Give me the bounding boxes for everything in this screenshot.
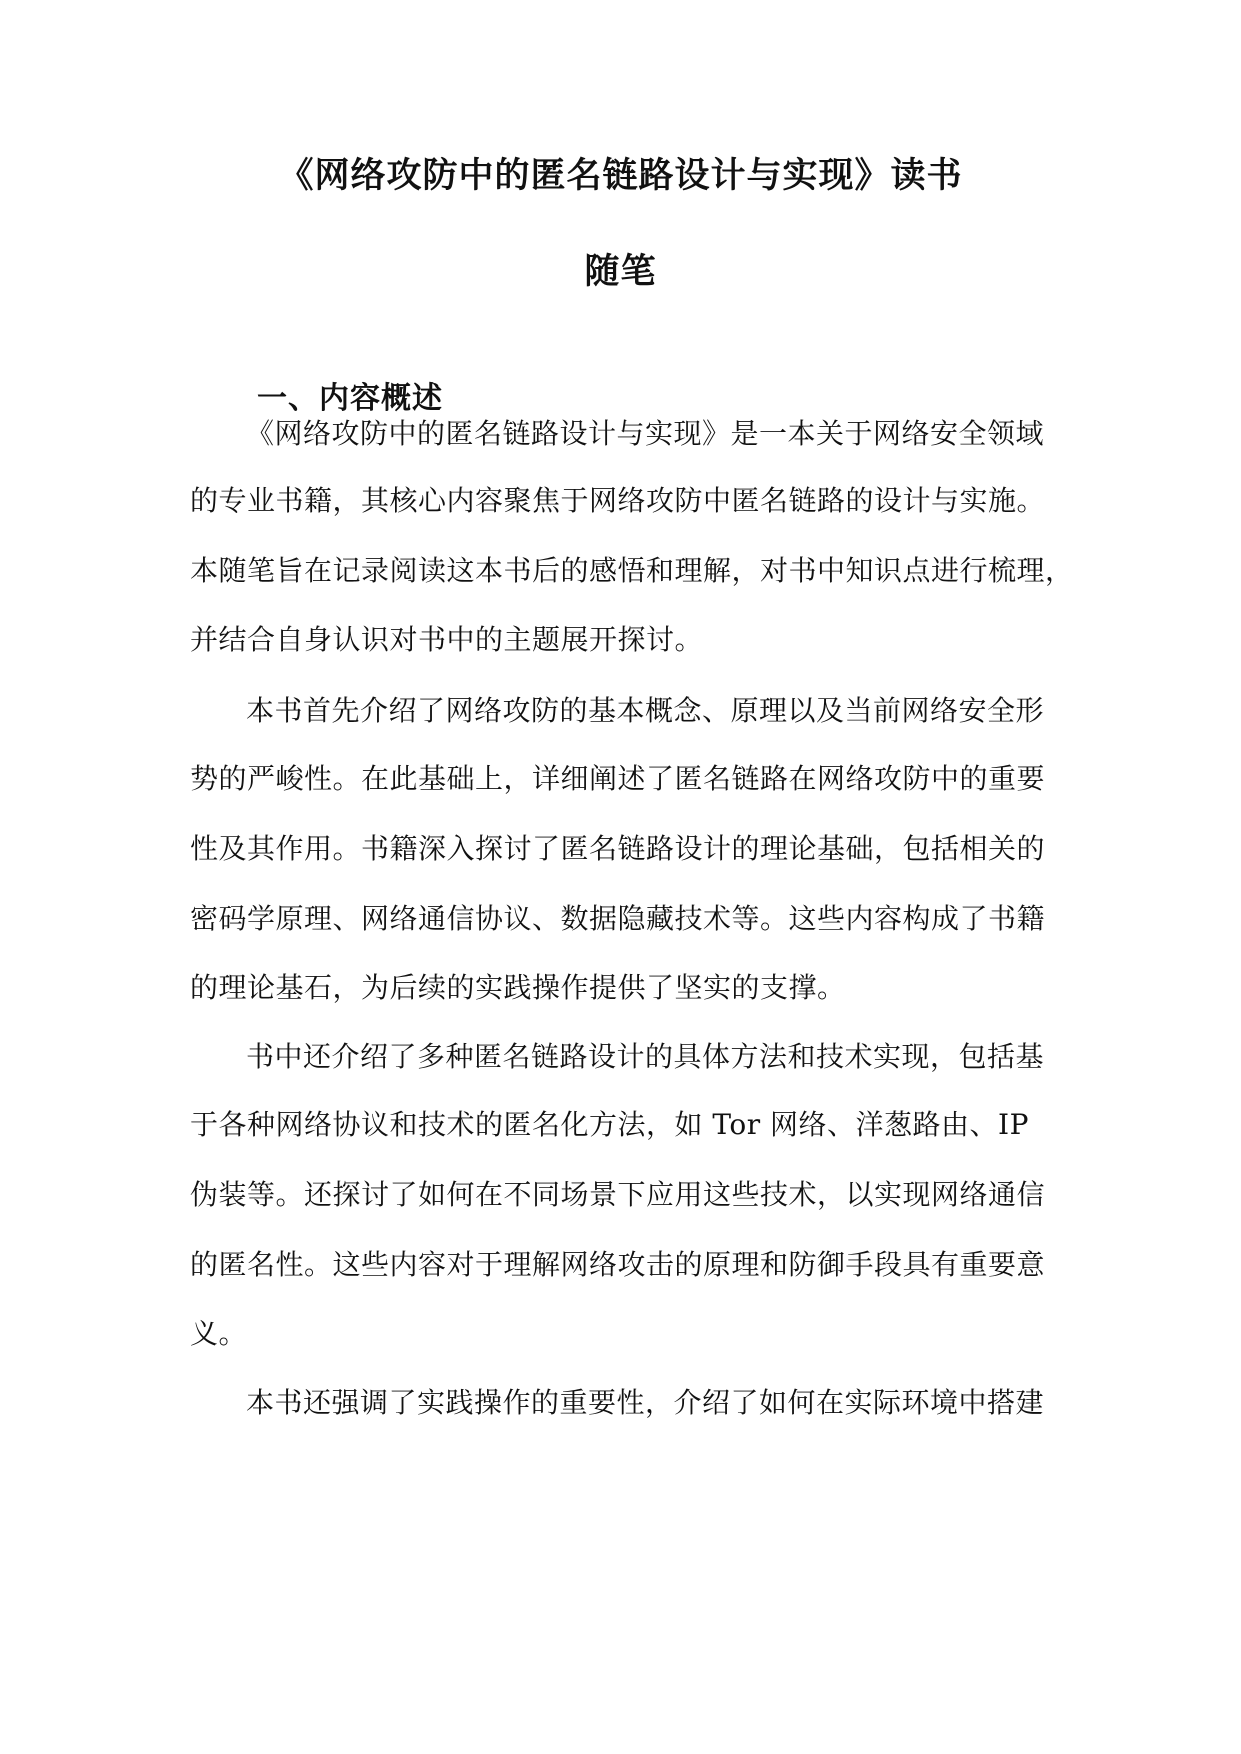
paragraph-line: 本随笔旨在记录阅读这本书后的感悟和理解，对书中知识点进行梳理， <box>190 554 1074 587</box>
paragraph-line: 性及其作用。书籍深入探讨了匿名链路设计的理论基础，包括相关的 <box>190 832 1046 865</box>
paragraph-line: 《网络攻防中的匿名链路设计与实现》是一本关于网络安全领域 <box>246 417 1045 450</box>
document-title-line1: 《网络攻防中的匿名链路设计与实现》读书 <box>278 156 963 196</box>
paragraph-line: 的匿名性。这些内容对于理解网络攻击的原理和防御手段具有重要意 <box>190 1248 1046 1281</box>
document-title-line2: 随笔 <box>584 252 657 292</box>
paragraph-line: 的理论基石，为后续的实践操作提供了坚实的支撑。 <box>190 971 846 1004</box>
section-heading: 一、内容概述 <box>257 381 443 416</box>
paragraph-line: 义。 <box>190 1317 248 1350</box>
paragraph-line: 势的严峻性。在此基础上，详细阐述了匿名链路在网络攻防中的重要 <box>190 762 1046 795</box>
paragraph-line: 伪装等。还探讨了如何在不同场景下应用这些技术，以实现网络通信 <box>190 1178 1046 1211</box>
paragraph-line: 本书还强调了实践操作的重要性，介绍了如何在实际环境中搭建 <box>246 1386 1045 1419</box>
paragraph-line: 的专业书籍，其核心内容聚焦于网络攻防中匿名链路的设计与实施。 <box>190 484 1046 517</box>
paragraph-line: 密码学原理、网络通信协议、数据隐藏技术等。这些内容构成了书籍 <box>190 902 1046 935</box>
paragraph-line: 本书首先介绍了网络攻防的基本概念、原理以及当前网络安全形 <box>246 694 1045 727</box>
paragraph-line: 书中还介绍了多种匿名链路设计的具体方法和技术实现，包括基 <box>246 1040 1045 1073</box>
paragraph-line: 并结合自身认识对书中的主题展开探讨。 <box>190 623 704 656</box>
paragraph-line: 于各种网络协议和技术的匿名化方法，如 Tor 网络、洋葱路由、IP <box>190 1108 1029 1141</box>
